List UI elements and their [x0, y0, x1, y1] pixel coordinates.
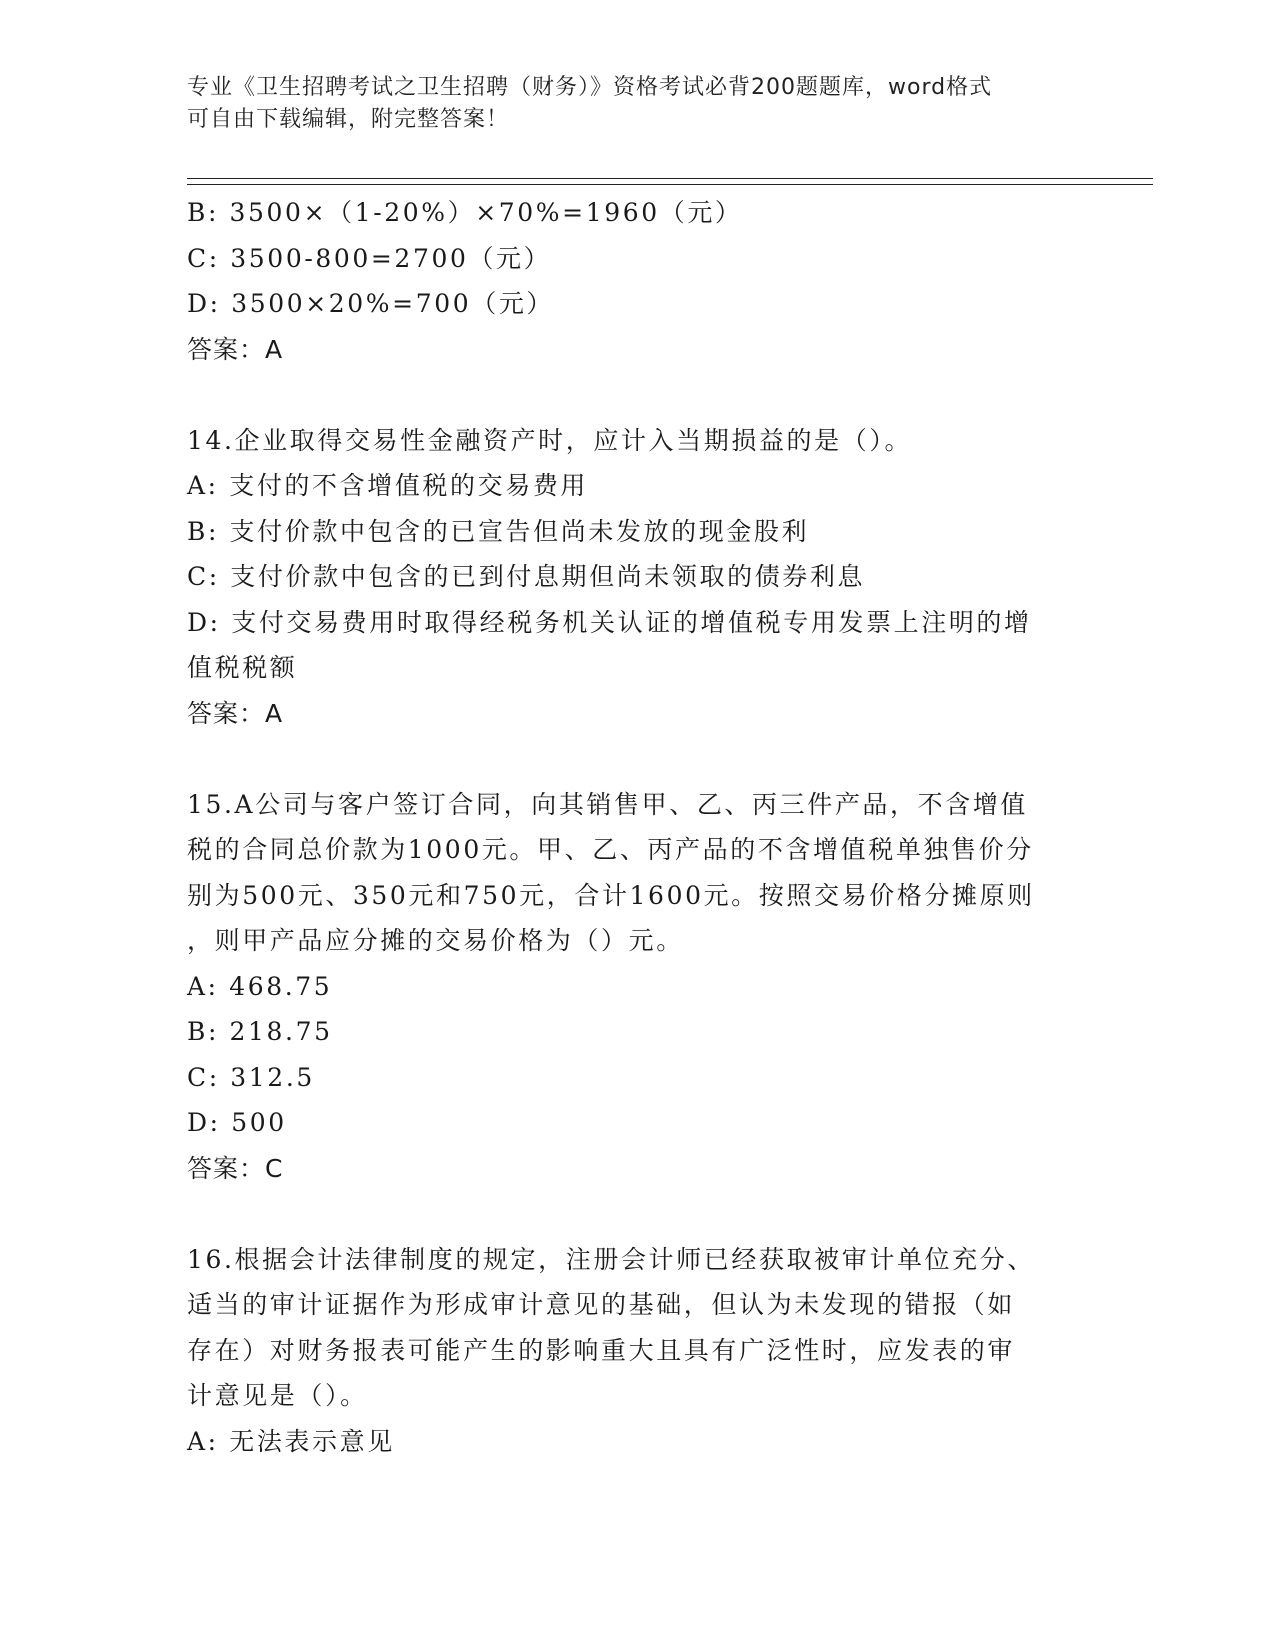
q15-question-line-2: 税的合同总价款为1000元。甲、乙、丙产品的不含增值税单独售价分 — [187, 835, 1034, 864]
q16-question-line-4: 计意见是（）。 — [187, 1381, 368, 1410]
document-header — [187, 72, 1067, 136]
question-14 — [187, 418, 1067, 737]
q15-option-a: A: 468.75 — [187, 971, 333, 1001]
q14-option-c: C: 支付价款中包含的已到付息期但尚未领取的债券利息 — [187, 562, 866, 591]
q16-question-line-3: 存在）对财务报表可能产生的影响重大且具有广泛性时，应发表的审 — [187, 1335, 1016, 1365]
q14-option-d-line-2: 值税税额 — [187, 653, 298, 682]
q15-option-d: D: 500 — [187, 1108, 287, 1137]
q15-option-b: B: 218.75 — [187, 1017, 333, 1046]
q13-option-b: B: 3500×（1-20%）×70%=1960（元） — [187, 198, 743, 227]
q14-option-b: B: 支付价款中包含的已宣告但尚未发放的现金股利 — [187, 516, 810, 546]
q13-answer: 答案：A — [187, 334, 284, 364]
spacer — [187, 1191, 1067, 1237]
document-body — [187, 190, 1067, 1464]
q16-question-line-2: 适当的审计证据作为形成审计意见的基础，但认为未发现的错报（如 — [187, 1290, 1016, 1319]
q16-question-line-1: 16.根据会计法律制度的规定，注册会计师已经获取被审计单位充分、 — [187, 1244, 1035, 1274]
question-16 — [187, 1237, 1067, 1465]
spacer — [187, 736, 1067, 782]
q15-question-line-1: 15.A公司与客户签订合同，向其销售甲、乙、丙三件产品，不含增值 — [187, 789, 1029, 819]
q14-question: 14.企业取得交易性金融资产时，应计入当期损益的是（）。 — [187, 425, 913, 455]
spacer — [187, 372, 1067, 418]
question-13-continued — [187, 190, 1067, 372]
q15-option-c: C: 312.5 — [187, 1062, 315, 1092]
q13-option-d: D: 3500×20%=700（元） — [187, 289, 555, 318]
header-double-rule — [187, 178, 1153, 185]
q14-answer: 答案：A — [187, 698, 284, 728]
q15-question-line-4: ，则甲产品应分摊的交易价格为（）元。 — [187, 926, 684, 955]
q15-answer: 答案：C — [187, 1153, 284, 1183]
question-15 — [187, 782, 1067, 1192]
q14-option-a: A: 支付的不含增值税的交易费用 — [187, 471, 589, 500]
q14-option-d-line-1: D: 支付交易费用时取得经税务机关认证的增值税专用发票上注明的增 — [187, 607, 1032, 637]
header-title-line-1: 专业《卫生招聘考试之卫生招聘（财务）》资格考试必背200题题库，word格式 — [187, 75, 993, 100]
q16-option-a: A: 无法表示意见 — [187, 1426, 395, 1456]
header-title-line-2: 可自由下载编辑，附完整答案！ — [187, 107, 510, 132]
q13-option-c: C: 3500-800=2700（元） — [187, 243, 552, 273]
q15-question-line-3: 别为500元、350元和750元，合计1600元。按照交易价格分摊原则 — [187, 880, 1035, 910]
